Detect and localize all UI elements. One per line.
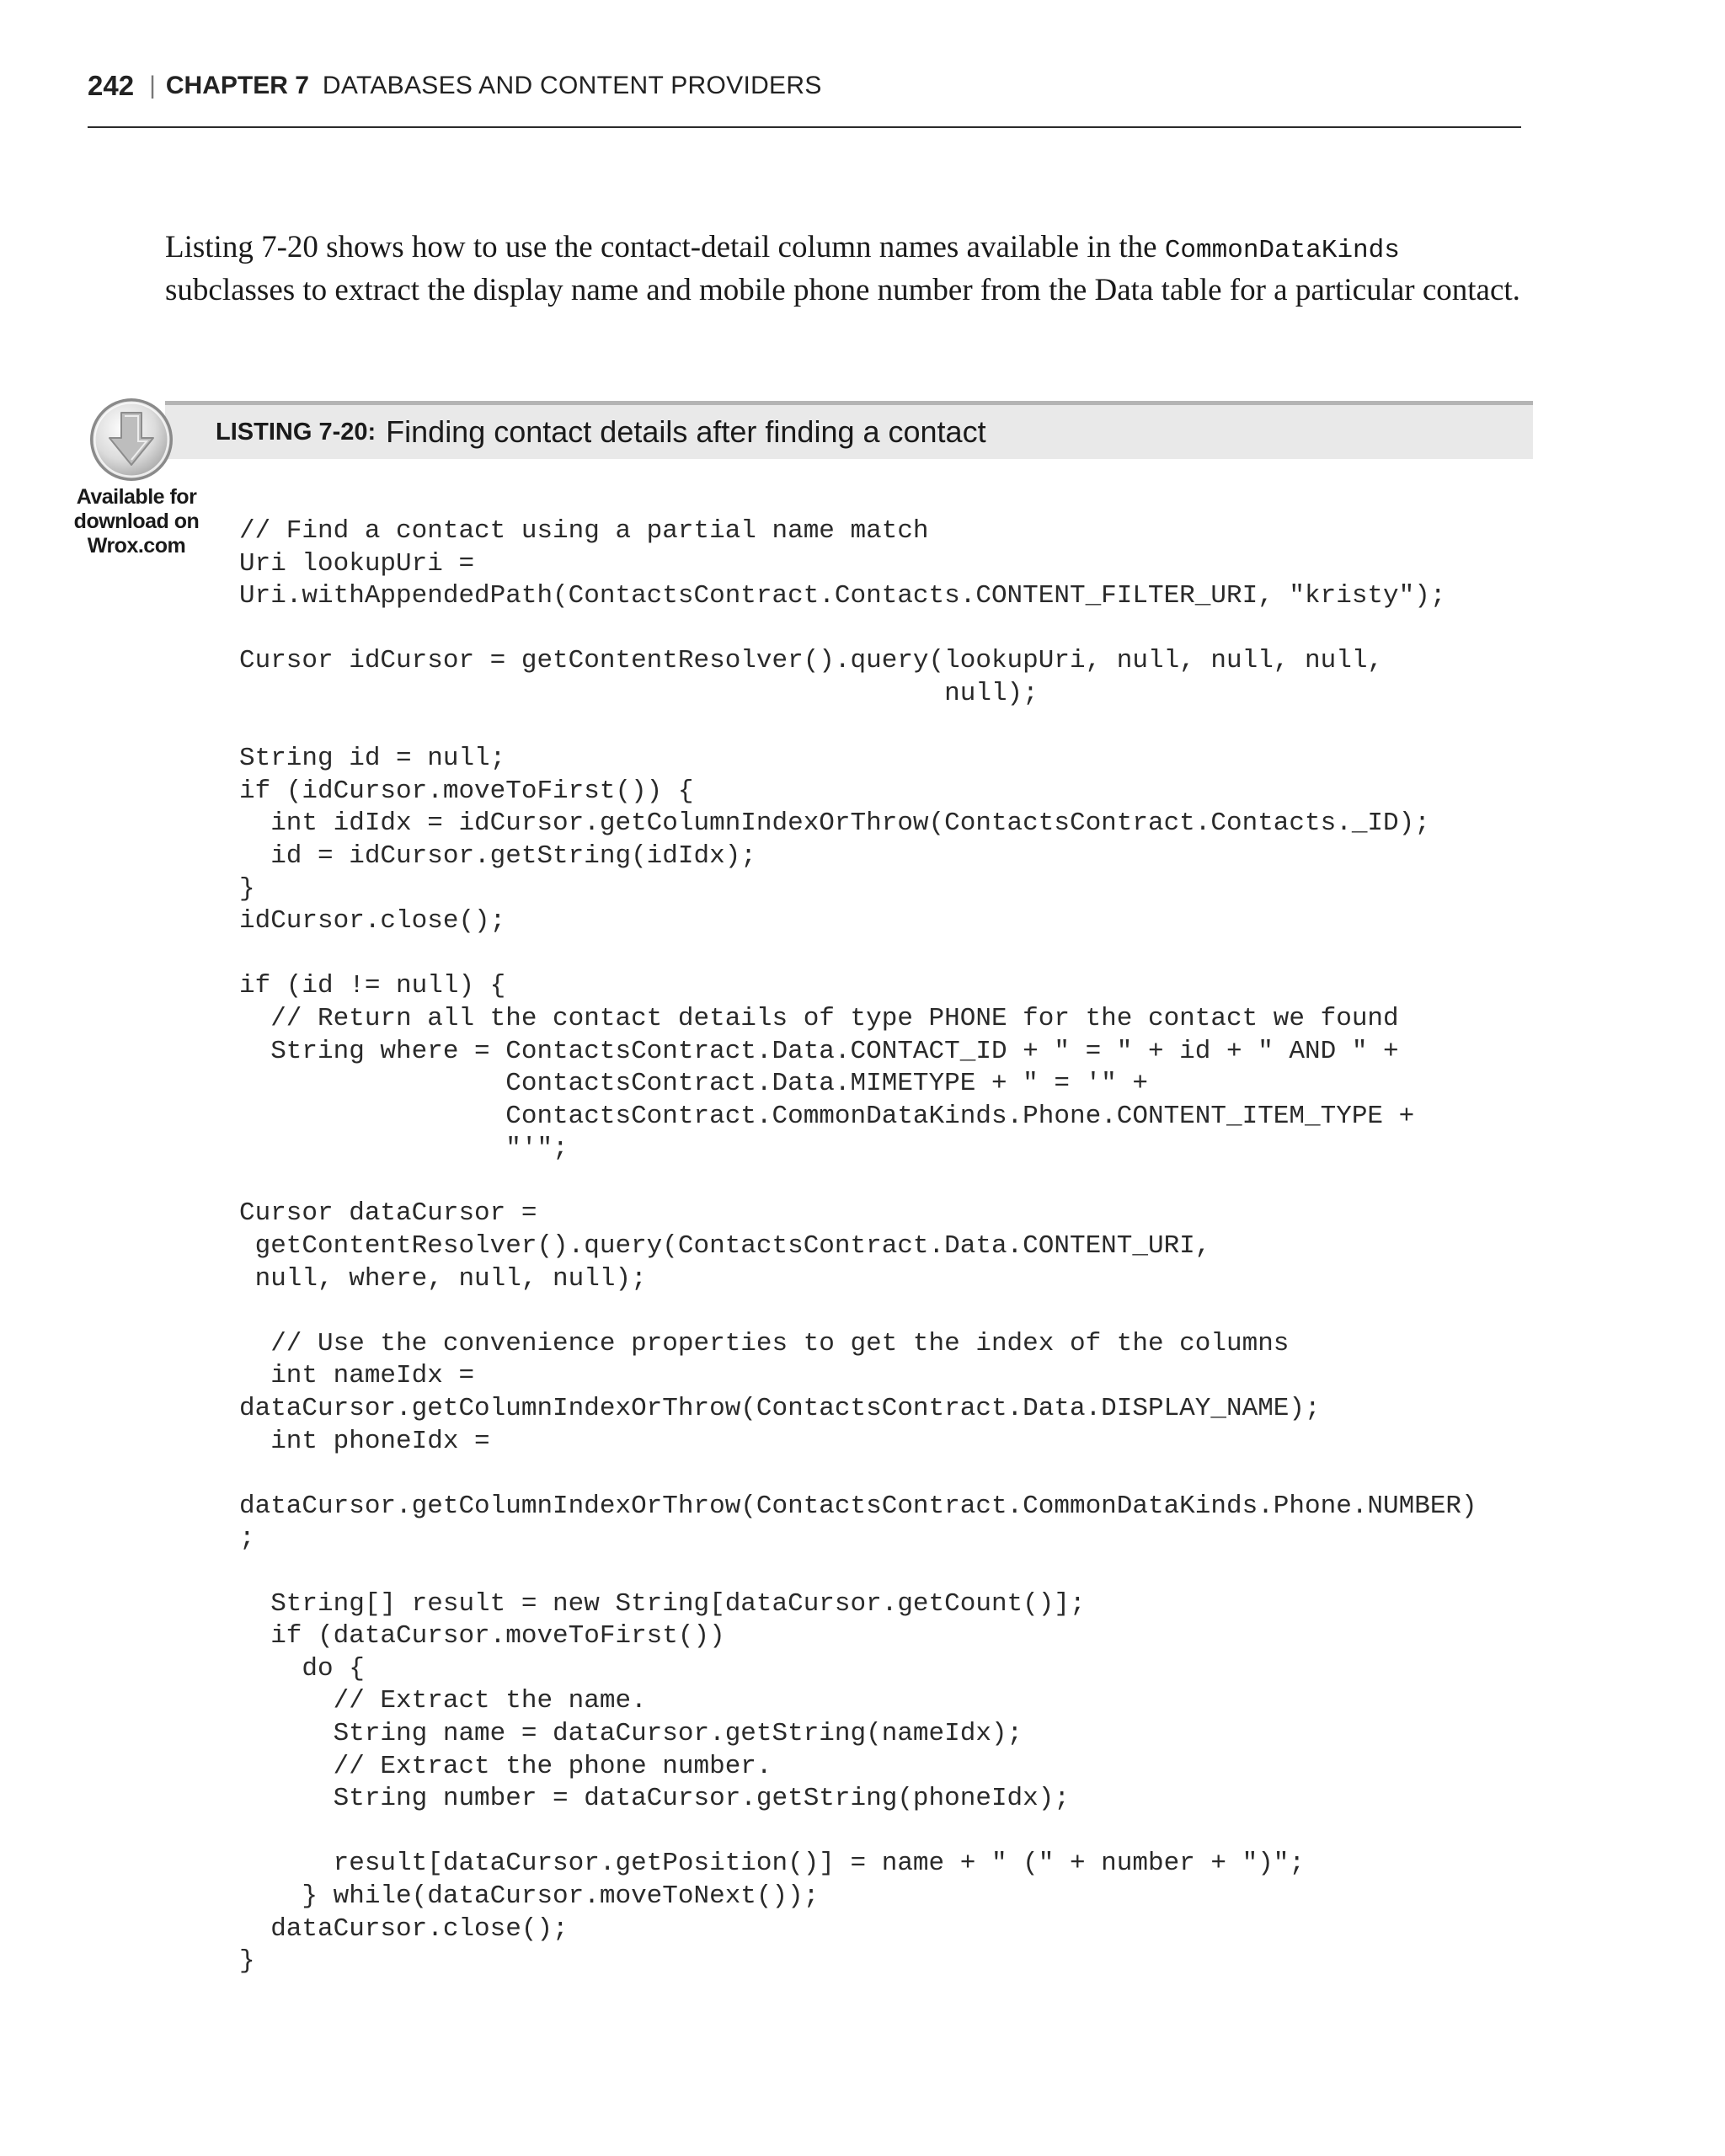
code-line: do { — [239, 1653, 365, 1684]
code-line: ContactsContract.CommonDataKinds.Phone.CONTENT_ITEM_TYPE + — [239, 1101, 1415, 1131]
code-line — [239, 938, 1477, 971]
code-line: } — [239, 1946, 255, 1977]
code-line: ContactsContract.Data.MIMETYPE + " = '" + — [239, 1069, 1148, 1099]
code-line: Cursor idCursor = getContentResolver().query(lookupUri, null, null, null, — [239, 646, 1384, 676]
code-line: // Extract the phone number. — [239, 1751, 772, 1781]
code-line: // Extract the name. — [239, 1686, 647, 1716]
intro-text-start: Listing 7-20 shows how to use the contact-detail column names available in the — [165, 230, 1165, 264]
code-line — [239, 1556, 1477, 1588]
code-line: Uri lookupUri = — [239, 548, 475, 579]
code-line — [239, 1295, 1477, 1328]
code-line: } — [239, 873, 255, 904]
code-line — [239, 711, 1477, 744]
code-line: ; — [239, 1524, 255, 1554]
code-line: dataCursor.close(); — [239, 1913, 569, 1944]
chapter-title: DATABASES AND CONTENT PROVIDERS — [322, 72, 822, 99]
header-separator: | — [149, 72, 156, 99]
code-line: null); — [239, 678, 1039, 708]
download-label-line2: download on — [73, 510, 200, 533]
code-line: idCursor.close(); — [239, 906, 506, 937]
code-line: String[] result = new String[dataCursor.getCount()]; — [239, 1588, 1086, 1619]
code-line: result[dataCursor.getPosition()] = name + " (" + number + ")"; — [239, 1849, 1306, 1879]
page-number: 242 — [88, 70, 135, 101]
intro-text-end: subclasses to extract the display name and mobile phone number from the Data table for a particular contact. — [165, 273, 1520, 307]
code-line: // Use the convenience properties to get the index of the columns — [239, 1328, 1290, 1358]
code-line — [239, 1166, 1477, 1198]
chapter-label: CHAPTER 7 — [165, 72, 309, 99]
code-line: getContentResolver().query(ContactsContract.Data.CONTENT_URI, — [239, 1231, 1211, 1262]
code-line: // Find a contact using a partial name match — [239, 516, 929, 546]
header-rule — [88, 126, 1521, 128]
code-line: Cursor dataCursor = — [239, 1198, 537, 1229]
code-line: } while(dataCursor.moveToNext()); — [239, 1881, 820, 1911]
code-line: id = idCursor.getString(idIdx); — [239, 841, 756, 871]
code-line: dataCursor.getColumnIndexOrThrow(ContactsContract.Data.DISPLAY_NAME); — [239, 1394, 1321, 1424]
code-line: null, where, null, null); — [239, 1263, 647, 1294]
code-line: String number = dataCursor.getString(phoneIdx); — [239, 1784, 1070, 1814]
code-line: if (id != null) { — [239, 971, 506, 1001]
listing-label: LISTING 7-20: — [216, 418, 377, 446]
code-line: // Return all the contact details of type PHONE for the contact we found — [239, 1003, 1399, 1033]
code-line: String where = ContactsContract.Data.CONTACT_ID + " = " + id + " AND " + — [239, 1036, 1399, 1066]
intro-paragraph — [165, 227, 1530, 310]
code-line: if (idCursor.moveToFirst()) { — [239, 776, 694, 806]
code-line — [239, 1458, 1477, 1491]
download-label-line3: Wrox.com — [87, 534, 186, 558]
code-line: String id = null; — [239, 744, 506, 774]
code-line: int idIdx = idCursor.getColumnIndexOrThrow(ContactsContract.Contacts._ID); — [239, 808, 1430, 839]
code-line: int nameIdx = — [239, 1361, 475, 1391]
download-label-line1: Available for — [76, 485, 197, 509]
code-line: dataCursor.getColumnIndexOrThrow(ContactsContract.CommonDataKinds.Phone.NUMBER) — [239, 1491, 1477, 1521]
code-line: int phoneIdx = — [239, 1426, 490, 1456]
listing-title: Finding contact details after finding a contact — [386, 414, 986, 449]
code-line: Uri.withAppendedPath(ContactsContract.Contacts.CONTENT_FILTER_URI, "kristy"); — [239, 581, 1446, 611]
intro-inline-code: CommonDataKinds — [1164, 236, 1400, 265]
code-line: if (dataCursor.moveToFirst()) — [239, 1621, 725, 1652]
code-line — [239, 1816, 1477, 1849]
download-arrow-icon[interactable] — [88, 396, 175, 483]
download-label[interactable] — [67, 485, 206, 558]
code-line — [239, 613, 1477, 646]
running-header — [88, 64, 822, 108]
code-listing — [239, 515, 1477, 1978]
code-line: "'"; — [239, 1134, 569, 1164]
listing-heading — [165, 401, 1533, 459]
code-line: String name = dataCursor.getString(nameIdx); — [239, 1718, 1023, 1748]
